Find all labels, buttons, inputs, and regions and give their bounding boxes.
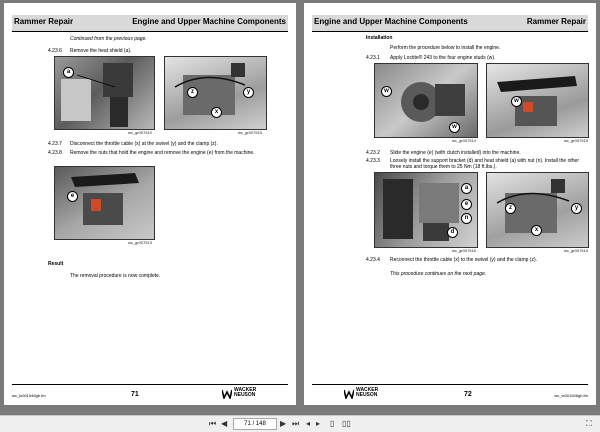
brand-name: WACKER NEUSON bbox=[234, 387, 257, 398]
callout-label: n bbox=[461, 213, 472, 224]
figure-caption: wc_gr007510 bbox=[128, 130, 153, 135]
photo-throttle-cable-reconnect bbox=[486, 172, 589, 248]
step-number: 4.23.7 bbox=[48, 141, 62, 147]
brand-name: WACKER NEUSON bbox=[356, 387, 379, 398]
continues-note: This procedure continues on the next page. bbox=[390, 271, 487, 277]
two-page-icon[interactable]: ▯▯ bbox=[342, 419, 351, 428]
callout-label: w bbox=[449, 122, 460, 133]
figure-caption: wc_gr007515 bbox=[564, 248, 589, 253]
footer-rule bbox=[12, 384, 288, 385]
photo-engine-removal bbox=[54, 166, 155, 240]
continued-note: Continued from the previous page. bbox=[70, 36, 147, 42]
document-page-left bbox=[4, 3, 296, 405]
figure-caption: wc_gr007514 bbox=[452, 138, 477, 143]
section-title: Installation bbox=[366, 35, 393, 41]
callout-label: w bbox=[511, 96, 522, 107]
photo-illustration bbox=[375, 64, 477, 137]
viewer-toolbar bbox=[0, 415, 600, 432]
callout-label: y bbox=[571, 203, 582, 214]
step-number: 4.23.1 bbox=[366, 55, 380, 61]
fullscreen-icon[interactable]: ⛶ bbox=[586, 419, 592, 428]
callout-label: w bbox=[381, 86, 392, 97]
forward-icon[interactable]: ▸ bbox=[316, 419, 321, 428]
intro-text: Perform the procedure below to install the engine. bbox=[390, 45, 501, 51]
step-text: Loosely install the support bracket (d) and heat shield (a) with nut (n). Install the other three nuts and torque them to 25 Nm (18 ft.lbs.). bbox=[390, 158, 579, 170]
photo-heat-shield bbox=[54, 56, 155, 130]
last-page-icon[interactable]: ⏭ bbox=[292, 419, 300, 428]
step-text: Disconnect the throttle cable (x) at the swivel (y) and the clamp (z). bbox=[70, 141, 218, 147]
step-text: Reconnect the throttle cable (x) to the swivel (y) and the clamp (z). bbox=[390, 257, 538, 263]
page-number: 72 bbox=[464, 391, 472, 398]
step-number: 4.23.3 bbox=[366, 158, 380, 164]
figure-caption: wc_gr007513 bbox=[128, 240, 153, 245]
footer-code: wc_tx001546gb.fm bbox=[12, 393, 46, 398]
footer-rule bbox=[312, 384, 588, 385]
header-title-left: Rammer Repair bbox=[14, 17, 74, 26]
first-page-icon[interactable]: ⏮ bbox=[209, 419, 217, 428]
callout-label: e bbox=[461, 199, 472, 210]
page-header bbox=[12, 15, 288, 32]
step-text: Apply Loctite® 243 to the four engine studs (w). bbox=[390, 55, 496, 61]
prev-page-icon[interactable]: ◀ bbox=[221, 419, 228, 428]
result-title: Result bbox=[48, 261, 64, 267]
callout-label: x bbox=[211, 107, 222, 118]
step-number: 4.23.4 bbox=[366, 257, 380, 263]
step-text: Remove the heat shield (a). bbox=[70, 48, 132, 54]
photo-illustration bbox=[55, 167, 154, 239]
wacker-neuson-logo-icon bbox=[222, 389, 232, 399]
step-text: Remove the nuts that hold the engine and remove the engine (e) from the machine. bbox=[70, 150, 255, 156]
document-page-right bbox=[304, 3, 596, 405]
page-number-field[interactable]: 71 / 148 bbox=[233, 418, 277, 430]
step-number: 4.23.2 bbox=[366, 150, 380, 156]
single-page-icon[interactable]: ▯ bbox=[330, 419, 335, 428]
next-page-icon[interactable]: ▶ bbox=[280, 419, 287, 428]
page-header bbox=[312, 15, 588, 32]
photo-engine-studs-top bbox=[486, 63, 589, 138]
figure-caption: wc_gr007515 bbox=[238, 130, 263, 135]
callout-label: e bbox=[67, 191, 78, 202]
callout-label: a bbox=[63, 67, 74, 78]
wacker-neuson-logo-icon bbox=[344, 389, 354, 399]
callout-label: d bbox=[447, 227, 458, 238]
figure-caption: wc_gr007516 bbox=[452, 248, 477, 253]
callout-label: x bbox=[531, 225, 542, 236]
photo-engine-studs bbox=[374, 63, 478, 138]
result-text: The removal procedure is now complete. bbox=[70, 273, 161, 279]
back-icon[interactable]: ◂ bbox=[306, 419, 311, 428]
photo-support-bracket bbox=[374, 172, 478, 248]
figure-caption: wc_gr007515 bbox=[564, 138, 589, 143]
photo-illustration bbox=[487, 64, 588, 137]
page-number: 71 bbox=[131, 391, 139, 398]
step-number: 4.23.6 bbox=[48, 48, 62, 54]
photo-throttle-cable bbox=[164, 56, 267, 130]
callout-label: y bbox=[243, 87, 254, 98]
callout-label: z bbox=[187, 87, 198, 98]
step-number: 4.23.8 bbox=[48, 150, 62, 156]
step-text: Slide the engine (e) (with clutch installed) into the machine. bbox=[390, 150, 521, 156]
header-title-right: Engine and Upper Machine Components bbox=[132, 17, 286, 26]
header-title-left: Engine and Upper Machine Components bbox=[314, 17, 468, 26]
footer-code: wc_tx001546gb.fm bbox=[554, 393, 588, 398]
callout-label: z bbox=[505, 203, 516, 214]
header-title-right: Rammer Repair bbox=[526, 17, 586, 26]
callout-label: a bbox=[461, 183, 472, 194]
